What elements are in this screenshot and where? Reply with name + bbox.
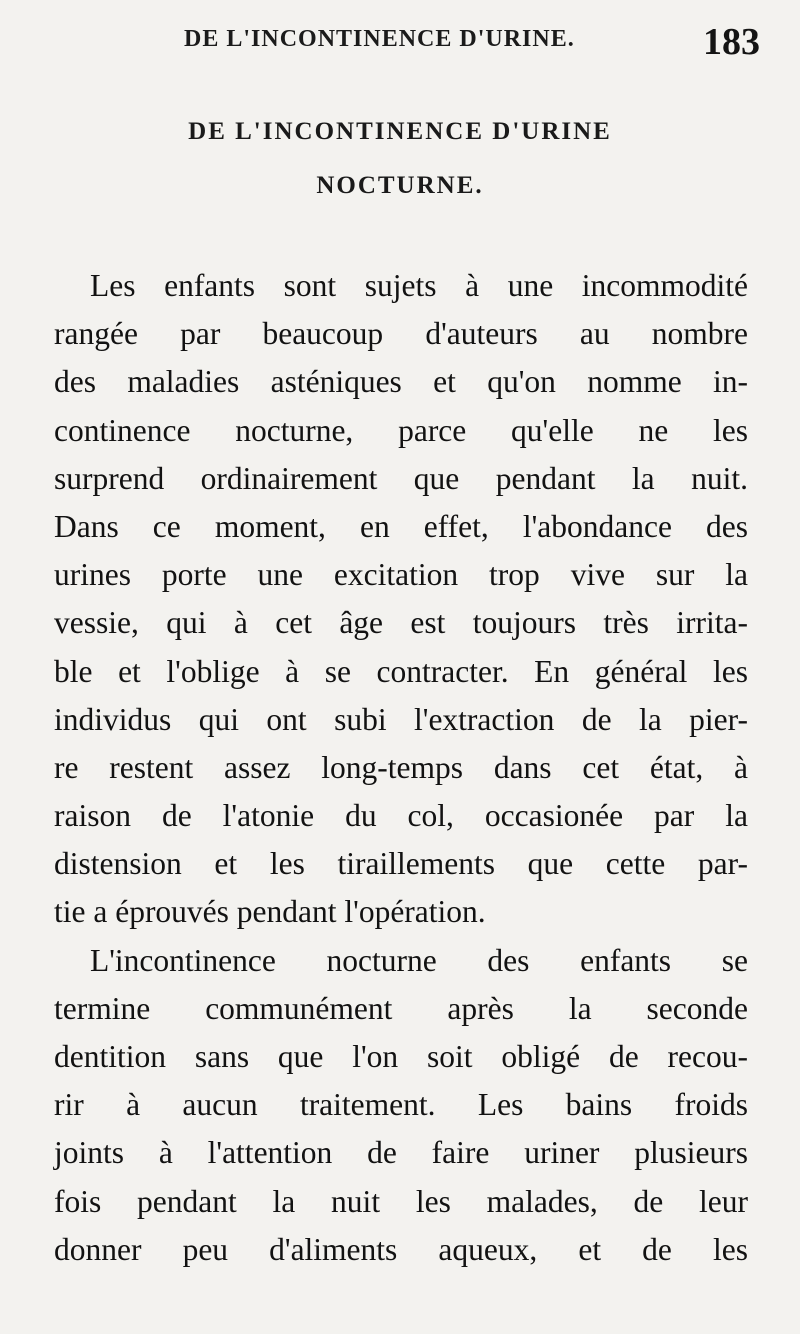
chapter-title-line-2: NOCTURNE. [316,172,484,199]
text-line: continence nocturne, parce qu'elle ne les [54,412,748,448]
text-line: tie a éprouvés pendant l'opération. [54,894,486,930]
paragraph-1 [54,262,748,937]
text-line: raison de l'atonie du col, occasionée par la [54,798,748,834]
text-line: urines porte une excitation trop vive sur la [54,557,748,593]
text-line: termine communément après la seconde [54,990,748,1026]
text-line: rir à aucun traitement. Les bains froids [54,1087,748,1123]
text-line: distension et les tiraillements que cette par- [54,846,748,882]
text-line: Les enfants sont sujets à une incommodité [90,268,748,303]
text-line: vessie, qui à cet âge est toujours très irrita- [54,605,748,641]
page-number: 183 [703,21,760,63]
text-line: Dans ce moment, en effet, l'abondance des [54,508,748,544]
text-line: L'incontinence nocturne des enfants se [90,942,748,978]
text-line: surprend ordinairement que pendant la nuit. [54,460,748,496]
running-head [60,20,760,70]
text-line: re restent assez long-temps dans cet état, à [54,749,748,785]
paragraph-2 [54,937,748,1274]
text-line: donner peu d'aliments aqueux, et de les [54,1231,748,1267]
text-line: des maladies asténiques et qu'on nomme in- [54,364,748,400]
text-line: fois pendant la nuit les malades, de leur [54,1183,748,1219]
text-line: joints à l'attention de faire uriner plusieurs [54,1135,748,1171]
running-title: DE L'INCONTINENCE D'URINE. [184,26,575,52]
body-text [54,262,748,1274]
text-line: individus qui ont subi l'extraction de la pier- [54,701,748,737]
text-line: ble et l'oblige à se contracter. En général les [54,653,748,689]
text-line: rangée par beaucoup d'auteurs au nombre [54,316,748,352]
chapter-title-line-1: DE L'INCONTINENCE D'URINE [188,118,612,145]
text-line: dentition sans que l'on soit obligé de recou- [54,1039,748,1074]
